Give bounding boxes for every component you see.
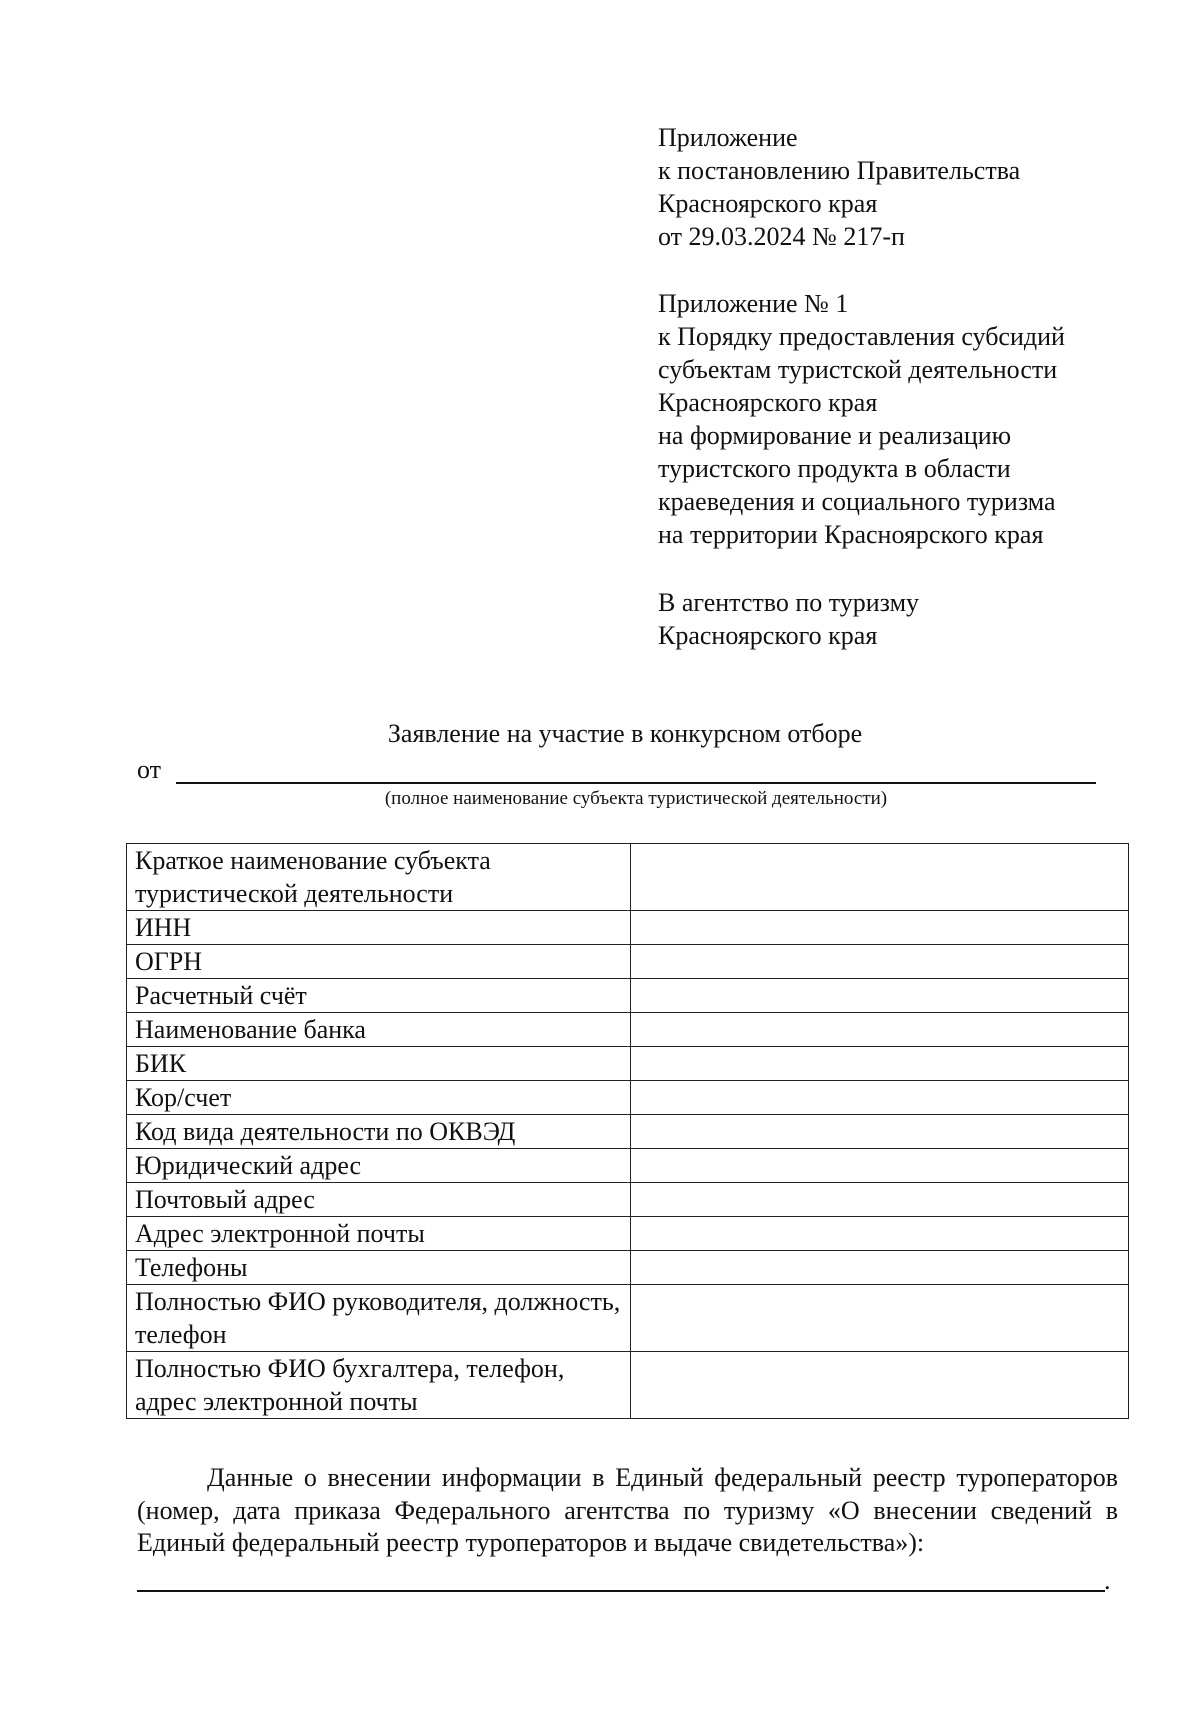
appendix-line: Приложение № 1: [658, 289, 849, 318]
table-row: [127, 1013, 1129, 1047]
row-label: Почтовый адрес: [127, 1183, 631, 1217]
appendix-line: от 29.03.2024 № 217-п: [658, 222, 905, 251]
row-label: БИК: [127, 1047, 631, 1081]
registry-paragraph-text: Данные о внесении информации в Единый федеральный реестр туроператоров (номер, дата приказа Федерального агентства по туризму «О внесении сведений в Единый федеральный реестр туроператоров и выдаче свидетельства»):: [137, 1463, 1118, 1557]
document-title: Заявление на участие в конкурсном отборе: [387, 719, 863, 748]
appendix-header-block: [658, 121, 1178, 253]
table-row: [127, 979, 1129, 1013]
appendix-line: Приложение: [658, 123, 798, 152]
table-row: [127, 1217, 1129, 1251]
row-value-field[interactable]: [630, 1115, 1129, 1149]
row-label: Полностью ФИО бухгалтера, телефон, адрес электронной почты: [127, 1352, 631, 1419]
row-label: Полностью ФИО руководителя, должность, телефон: [127, 1285, 631, 1352]
from-label: от: [137, 755, 162, 784]
table-row: [127, 1081, 1129, 1115]
row-value-field[interactable]: [630, 1013, 1129, 1047]
row-value-field[interactable]: [630, 844, 1129, 911]
appendix-line: субъектам туристской деятельности: [658, 355, 1058, 384]
row-value-field[interactable]: [630, 1251, 1129, 1285]
addressee-line: Красноярского края: [658, 621, 878, 650]
appendix-line: к Порядку предоставления субсидий: [658, 322, 1065, 351]
row-value-field[interactable]: [630, 1149, 1129, 1183]
appendix-procedure-block: [658, 287, 1178, 551]
row-label: Адрес электронной почты: [127, 1217, 631, 1251]
row-label: Кор/счет: [127, 1081, 631, 1115]
row-label: Краткое наименование субъекта туристической деятельности: [127, 844, 631, 911]
appendix-line: Красноярского края: [658, 189, 878, 218]
row-value-field[interactable]: [630, 1183, 1129, 1217]
row-value-field[interactable]: [630, 945, 1129, 979]
table-row: [127, 911, 1129, 945]
table-row: [127, 844, 1129, 911]
row-label: Телефоны: [127, 1251, 631, 1285]
appendix-line: к постановлению Правительства: [658, 156, 1021, 185]
row-value-field[interactable]: [630, 911, 1129, 945]
row-value-field[interactable]: [630, 1352, 1129, 1419]
registry-paragraph: [137, 1462, 1118, 1560]
row-label: Код вида деятельности по ОКВЭД: [127, 1115, 631, 1149]
row-value-field[interactable]: [630, 1047, 1129, 1081]
row-value-field[interactable]: [630, 1217, 1129, 1251]
row-value-field[interactable]: [630, 979, 1129, 1013]
row-label: Расчетный счёт: [127, 979, 631, 1013]
applicant-details-table: [126, 843, 1129, 1419]
appendix-line: на территории Красноярского края: [658, 520, 1044, 549]
row-label: Юридический адрес: [127, 1149, 631, 1183]
appendix-line: краеведения и социального туризма: [658, 487, 1056, 516]
table-row: [127, 945, 1129, 979]
row-label: ОГРН: [127, 945, 631, 979]
registry-info-field[interactable]: [137, 1590, 1105, 1592]
row-label: ИНН: [127, 911, 631, 945]
addressee-line: В агентство по туризму: [658, 588, 920, 617]
table-row: [127, 1183, 1129, 1217]
appendix-line: на формирование и реализацию: [658, 421, 1012, 450]
table-row: [127, 1251, 1129, 1285]
table-row: [127, 1149, 1129, 1183]
row-label: Наименование банка: [127, 1013, 631, 1047]
appendix-line: туристского продукта в области: [658, 454, 1011, 483]
table-row: [127, 1285, 1129, 1352]
end-mark: .: [1104, 1566, 1111, 1595]
applicant-name-caption: (полное наименование субъекта туристической деятельности): [384, 788, 888, 809]
addressee-block: [658, 586, 1178, 652]
row-value-field[interactable]: [630, 1285, 1129, 1352]
row-value-field[interactable]: [630, 1081, 1129, 1115]
appendix-line: Красноярского края: [658, 388, 878, 417]
table-row: [127, 1047, 1129, 1081]
applicant-name-field[interactable]: [176, 782, 1096, 784]
table-row: [127, 1352, 1129, 1419]
table-row: [127, 1115, 1129, 1149]
